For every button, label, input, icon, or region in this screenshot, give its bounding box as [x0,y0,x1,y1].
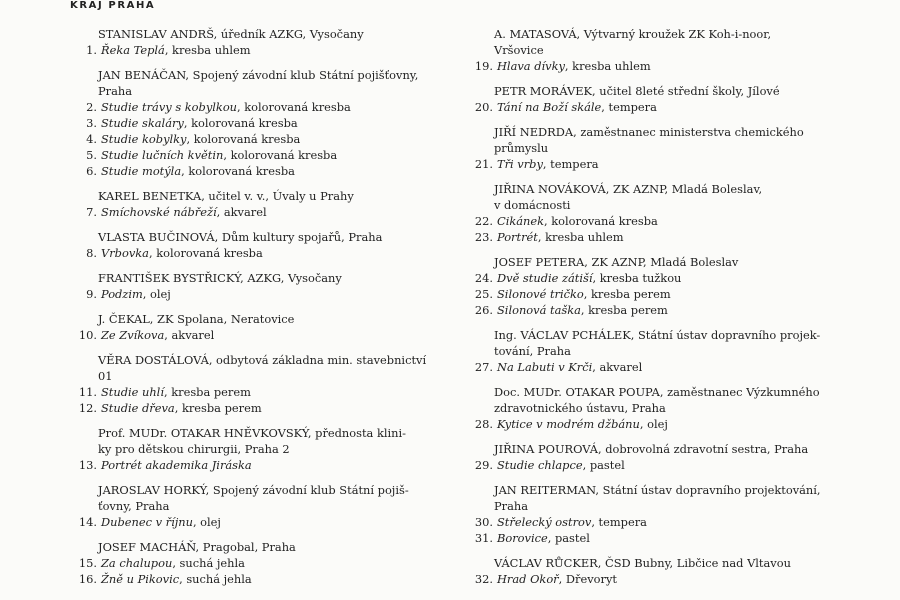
artwork-number: 23. [474,230,493,244]
artwork-item [474,156,874,172]
artwork-technique: , tempera [591,515,647,529]
artwork-description [493,213,658,229]
artwork-title: Hlava dívky [497,59,565,73]
artwork-technique: , kolorovaná kresba [148,246,263,260]
artwork-number: 28. [474,417,493,431]
artwork-technique: , suchá jehla [179,572,252,586]
artwork-item [78,115,468,131]
artwork-item [474,99,874,115]
artwork-description [97,42,251,58]
author-line: JAN BENÁČAN, Spojený závodní klub Státní pojišťovny, [98,68,419,82]
section-heading: KRAJ PRAHA [70,0,156,11]
artwork-item [78,555,468,571]
artwork-description [493,156,599,172]
artwork-description [97,163,295,179]
author-line: průmyslu [494,141,549,155]
artwork-item [78,163,468,179]
artwork-technique: , olej [639,417,668,431]
artwork-item [78,99,468,115]
artwork-description [97,131,300,147]
artwork-technique: , kresba perem [163,385,251,399]
catalog-entry [474,254,874,318]
artwork-item [78,457,468,473]
artwork-title: Řeka Teplá [101,43,165,57]
artwork-technique: , kresba uhlem [537,230,624,244]
author-line: Vršovice [494,43,544,57]
artwork-item [78,514,468,530]
catalog-entry [78,229,468,261]
artwork-title: Studie lučních květin [101,148,224,162]
artwork-number: 14. [78,515,97,529]
artwork-number: 3. [86,116,97,130]
catalog-entry [78,539,468,587]
artwork-number: 8. [86,246,97,260]
artwork-title: Na Labuti v Krči [497,360,593,374]
artwork-description [97,115,298,131]
artwork-item [78,245,468,261]
artwork-title: Střelecký ostrov [497,515,592,529]
artwork-title: Dvě studie zátiší [497,271,593,285]
artwork-number: 6. [86,164,97,178]
artwork-technique: , kolorovaná kresba [181,164,295,178]
artwork-description [97,245,263,261]
artwork-description [493,286,671,302]
right-column [474,26,874,596]
catalog-entry [78,67,468,179]
artwork-item [78,147,468,163]
artwork-number: 30. [474,515,493,529]
artwork-number: 9. [86,287,97,301]
artwork-item [474,359,874,375]
artwork-item [78,327,468,343]
artwork-item [474,58,874,74]
artwork-title: Kytice v modrém džbánu [497,417,640,431]
artwork-number: 7. [86,205,97,219]
artwork-technique: , kolorovaná kresba [237,100,351,114]
author-line: KAREL BENETKA, učitel v. v., Úvaly u Prahy [98,189,354,203]
author-line: tování, Praha [494,344,571,358]
catalog-entry [78,352,468,416]
catalog-entry [78,26,468,58]
author-line: Praha [494,499,529,513]
artwork-item [78,384,468,400]
author-line: VÁCLAV RŮCKER, ČSD Bubny, Libčice nad Vltavou [494,556,791,570]
artwork-description [97,555,245,571]
artwork-description [97,286,171,302]
artwork-description [493,359,642,375]
artwork-technique: , kresba perem [174,401,262,415]
artwork-item [474,213,874,229]
artwork-item [474,416,874,432]
author-line: ky pro dětskou chirurgii, Praha 2 [98,442,290,456]
artwork-number: 25. [474,287,493,301]
artwork-number: 21. [474,157,493,171]
artwork-title: Studie trávy s kobylkou [101,100,238,114]
author-line: Prof. MUDr. OTAKAR HNĚVKOVSKÝ, přednosta klini- [98,426,406,440]
artwork-item [474,270,874,286]
artwork-description [493,571,617,587]
artwork-item [474,514,874,530]
catalog-entry [474,83,874,115]
artwork-technique: , kolorovaná kresba [223,148,338,162]
author-line: JIŘINA NOVÁKOVÁ, ZK AZNP, Mladá Boleslav, [494,182,763,196]
artwork-technique: , kolorovaná kresba [544,214,658,228]
author-line: A. MATASOVÁ, Výtvarný kroužek ZK Koh-i-noor, [494,27,772,41]
artwork-number: 20. [474,100,493,114]
author-line: JAROSLAV HORKÝ, Spojený závodní klub Státní pojiš- [98,483,409,497]
artwork-description [97,571,252,587]
author-line: FRANTIŠEK BYSTŘICKÝ, AZKG, Vysočany [98,271,342,285]
artwork-title: Studie skaláry [101,116,184,130]
artwork-number: 27. [474,360,493,374]
catalog-entry [474,441,874,473]
artwork-technique: , tempera [601,100,657,114]
catalog-entry [474,26,874,74]
artwork-title: Studie chlapce [497,458,583,472]
artwork-title: Vrbovka [101,246,149,260]
artwork-number: 16. [78,572,97,586]
artwork-number: 13. [78,458,97,472]
artwork-title: Studie kobylky [101,132,187,146]
artwork-number: 22. [474,214,493,228]
artwork-description [97,327,214,343]
artwork-technique: , suchá jehla [172,556,245,570]
artwork-technique: , akvarel [164,328,215,342]
artwork-technique: , akvarel [216,205,267,219]
artwork-description [97,514,221,530]
artwork-title: Tři vrby [497,157,543,171]
artwork-number: 24. [474,271,493,285]
artwork-item [474,302,874,318]
artwork-description [493,270,681,286]
author-line: ťovny, Praha [98,499,170,513]
author-line: JIŘINA POUROVÁ, dobrovolná zdravotní sestra, Praha [494,442,809,456]
catalog-entry [78,425,468,473]
author-line: VLASTA BUČINOVÁ, Dům kultury spojařů, Praha [98,230,383,244]
artwork-number: 11. [78,385,97,399]
artwork-technique: , pastel [582,458,625,472]
artwork-item [78,204,468,220]
author-line: JAN REITERMAN, Státní ústav dopravního projektování, [494,483,821,497]
artwork-description [493,99,657,115]
artwork-item [78,42,468,58]
artwork-number: 26. [474,303,493,317]
left-column [78,26,468,596]
catalog-entry [78,270,468,302]
artwork-title: Silonové tričko [497,287,584,301]
artwork-technique: , pastel [547,531,590,545]
artwork-item [474,286,874,302]
author-line: 01 [98,369,113,383]
author-line: JOSEF PETERA, ZK AZNP, Mladá Boleslav [494,255,739,269]
artwork-number: 29. [474,458,493,472]
artwork-number: 10. [78,328,97,342]
artwork-number: 19. [474,59,493,73]
author-line: JIŘÍ NEDRDA, zaměstnanec ministerstva chemického [494,125,804,139]
catalog-entry [474,327,874,375]
artwork-number: 4. [86,132,97,146]
author-line: STANISLAV ANDRŠ, úředník AZKG, Vysočany [98,27,364,41]
artwork-technique: , kresba perem [580,303,668,317]
author-line: Ing. VÁCLAV PCHÁLEK, Státní ústav dopravního projek- [494,328,821,342]
artwork-number: 5. [86,148,97,162]
artwork-technique: , akvarel [592,360,643,374]
catalog-entry [474,384,874,432]
artwork-number: 31. [474,531,493,545]
author-line: v domácnosti [494,198,571,212]
artwork-technique: , kolorovaná kresba [186,132,301,146]
artwork-title: Tání na Boží skále [497,100,602,114]
artwork-description [97,204,267,220]
author-line: J. ČEKAL, ZK Spolana, Neratovice [98,312,295,326]
artwork-item [474,530,874,546]
artwork-description [97,99,351,115]
catalog-entry [474,555,874,587]
catalog-entry [78,311,468,343]
artwork-technique: , Dřevoryt [558,572,617,586]
artwork-title: Podzim [101,287,143,301]
artwork-number: 1. [86,43,97,57]
catalog-entry [474,181,874,245]
artwork-item [78,400,468,416]
artwork-title: Cikánek [497,214,545,228]
catalog-entry [78,482,468,530]
catalog-entry [474,482,874,546]
artwork-item [78,571,468,587]
artwork-description [97,147,337,163]
artwork-title: Žně u Pikovic [101,572,180,586]
artwork-description [493,229,624,245]
column-gutter [466,10,467,600]
artwork-title: Ze Zvíkova [101,328,165,342]
artwork-title: Studie motýla [101,164,182,178]
catalog-entry [78,188,468,220]
author-line: VĚRA DOSTÁLOVÁ, odbytová základna min. stavebnictví [98,353,427,367]
artwork-title: Portrét akademika Jiráska [101,458,252,472]
author-line: JOSEF MACHÁŇ, Pragobal, Praha [98,540,296,554]
artwork-technique: , kresba tužkou [592,271,682,285]
artwork-description [97,400,262,416]
author-line: Doc. MUDr. OTAKAR POUPA, zaměstnanec Výzkumného [494,385,820,399]
artwork-technique: , kresba uhlem [564,59,651,73]
artwork-item [78,286,468,302]
artwork-item [474,229,874,245]
author-line: Praha [98,84,133,98]
artwork-description [493,58,651,74]
artwork-title: Dubenec v říjnu [101,515,193,529]
artwork-technique: , kresba perem [583,287,671,301]
artwork-item [78,131,468,147]
artwork-description [493,514,647,530]
artwork-number: 32. [474,572,493,586]
artwork-title: Studie uhlí [101,385,164,399]
artwork-title: Silonová taška [497,303,581,317]
artwork-description [493,457,625,473]
artwork-technique: , kresba uhlem [164,43,251,57]
artwork-description [493,530,590,546]
artwork-technique: , olej [192,515,221,529]
artwork-technique: , olej [142,287,171,301]
artwork-technique: , tempera [542,157,599,171]
author-line: PETR MORÁVEK, učitel 8leté střední školy, Jílové [494,84,780,98]
artwork-item [474,457,874,473]
artwork-description [97,457,252,473]
artwork-technique: , kolorovaná kresba [183,116,298,130]
artwork-title: Portrét [497,230,538,244]
artwork-title: Za chalupou [101,556,173,570]
artwork-description [493,416,668,432]
artwork-number: 12. [78,401,97,415]
artwork-description [97,384,251,400]
artwork-item [474,571,874,587]
artwork-number: 15. [78,556,97,570]
artwork-title: Borovice [497,531,548,545]
catalog-entry [474,124,874,172]
artwork-title: Studie dřeva [101,401,175,415]
artwork-title: Hrad Okoř [497,572,559,586]
artwork-number: 2. [86,100,97,114]
artwork-description [493,302,668,318]
author-line: zdravotnického ústavu, Praha [494,401,666,415]
artwork-title: Smíchovské nábřeží [101,205,217,219]
